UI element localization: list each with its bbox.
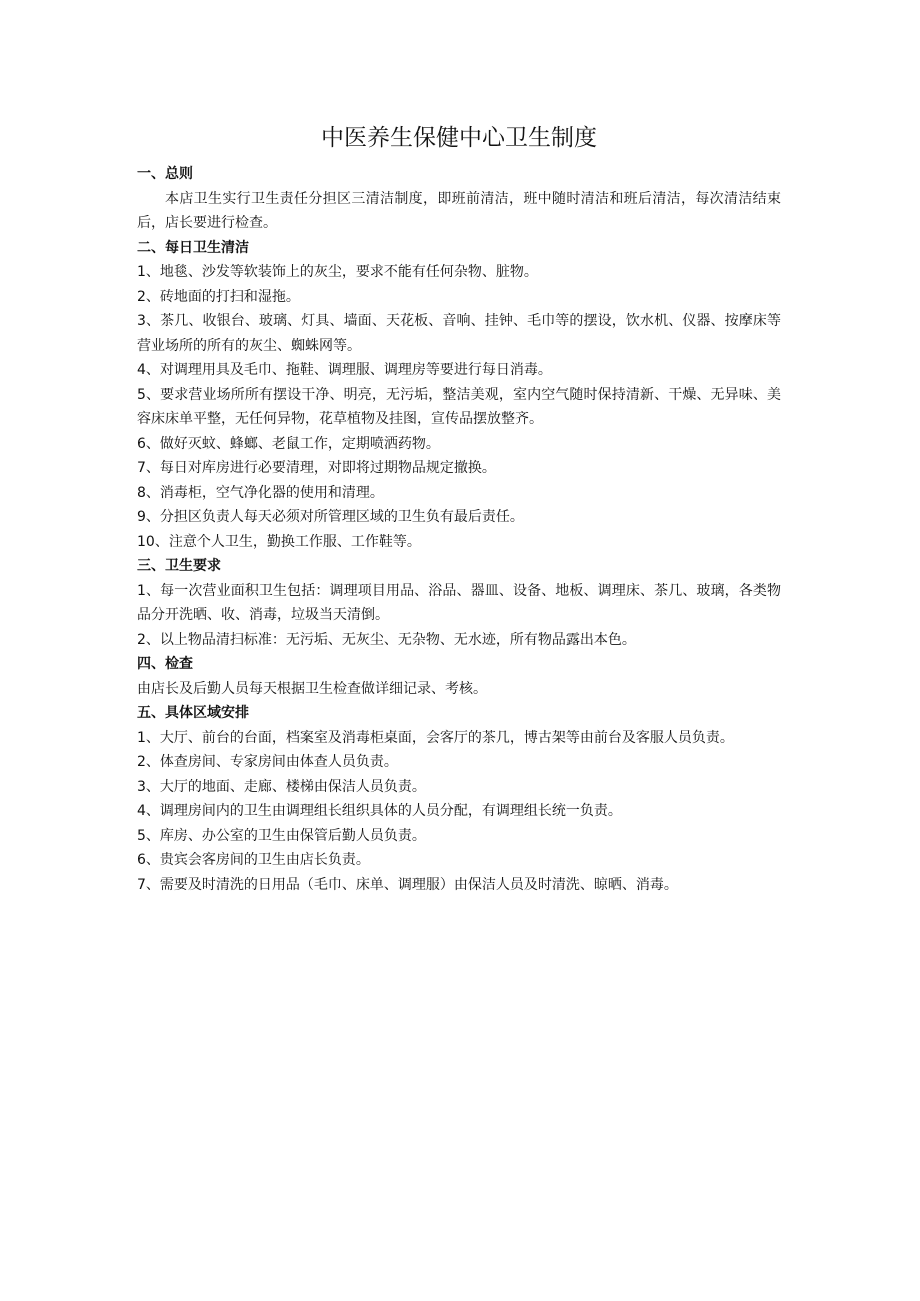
item-text: 、每日对库房进行必要清理，对即将过期物品规定撤换。 [145, 460, 496, 476]
item-text: 、大厅、前台的台面，档案室及消毒柜桌面，会客厅的茶几，博古架等由前台及客服人员负责。 [145, 729, 734, 746]
document-page [137, 118, 781, 897]
list-item [137, 383, 781, 432]
item-number: 1 [137, 264, 146, 280]
item-text: 、消毒柜，空气净化器的使用和清理。 [145, 484, 384, 501]
list-item [137, 848, 781, 873]
section-hygiene-requirements [137, 554, 781, 652]
section-heading: 五、具体区域安排 [137, 705, 249, 721]
item-text: 、做好灭蚊、蜂螂、老鼠工作，定期喷洒药物。 [145, 435, 440, 452]
section-heading: 三、卫生要求 [137, 558, 221, 574]
list-item [137, 873, 781, 898]
item-text: 、茶几、收银台、玻璃、灯具、墙面、天花板、音响、挂钟、毛巾等的摆设，饮水机、仪器、按摩床等营业场所的所有的灰尘、蜘蛛网等。 [137, 313, 781, 354]
list-item [137, 481, 781, 506]
item-number: 3 [137, 313, 146, 329]
item-number: 6 [137, 852, 146, 868]
item-number: 6 [137, 435, 146, 452]
list-item [137, 505, 781, 530]
section-heading: 四、检查 [137, 656, 193, 672]
item-number: 5 [137, 386, 146, 403]
list-item [137, 824, 781, 849]
item-number: 8 [137, 484, 146, 501]
section-heading: 一、总则 [137, 166, 193, 182]
item-number: 1 [137, 729, 146, 746]
list-item [137, 750, 781, 775]
item-number: 3 [137, 778, 146, 795]
section-general [137, 162, 781, 236]
item-number: 2 [137, 754, 146, 770]
item-text: 、地毯、沙发等软装饰上的灰尘，要求不能有任何杂物、脏物。 [145, 264, 538, 280]
list-item [137, 726, 781, 751]
list-item [137, 775, 781, 800]
list-item [137, 579, 781, 628]
item-text: 、库房、办公室的卫生由保管后勤人员负责。 [145, 827, 426, 844]
list-item [137, 799, 781, 824]
list-item [137, 260, 781, 285]
section-area-arrangement [137, 701, 781, 897]
item-number: 4 [137, 803, 146, 819]
item-number: 1 [137, 582, 146, 599]
item-number: 9 [137, 509, 146, 525]
list-item [137, 358, 781, 383]
list-item [137, 309, 781, 358]
item-text: 、注意个人卫生，勤换工作服、工作鞋等。 [154, 533, 421, 550]
item-number: 10 [137, 533, 155, 550]
list-item [137, 432, 781, 457]
item-number: 7 [137, 460, 146, 476]
item-number: 2 [137, 631, 146, 648]
document-title: 中医养生保健中心卫生制度 [321, 125, 597, 151]
item-text: 、贵宾会客房间的卫生由店长负责。 [145, 852, 370, 868]
item-text: 、每一次营业面积卫生包括：调理项目用品、浴品、器皿、设备、地板、调理床、茶几、玻璃，各类物品分开洗晒、收、消毒，垃圾当天清倒。 [137, 582, 781, 623]
item-text: 、分担区负责人每天必须对所管理区域的卫生负有最后责任。 [145, 509, 524, 525]
list-item [137, 530, 781, 555]
section-text: 由店长及后勤人员每天根据卫生检查做详细记录、考核。 [137, 680, 487, 697]
item-number: 2 [137, 288, 146, 305]
item-number: 7 [137, 876, 146, 893]
item-text: 、体查房间、专家房间由体查人员负责。 [145, 754, 398, 770]
section-daily-cleaning [137, 236, 781, 555]
section-heading: 二、每日卫生清洁 [137, 239, 249, 256]
item-text: 、砖地面的打扫和湿拖。 [145, 288, 300, 305]
section-inspection [137, 652, 781, 701]
item-number: 5 [137, 827, 146, 844]
item-text: 、以上物品清扫标准：无污垢、无灰尘、无杂物、无水迹，所有物品露出本色。 [145, 631, 636, 648]
item-text: 、大厅的地面、走廊、楼梯由保洁人员负责。 [145, 778, 426, 795]
item-text: 、对调理用具及毛巾、拖鞋、调理服、调理房等要进行每日消毒。 [145, 362, 552, 378]
list-item [137, 628, 781, 653]
item-text: 、调理房间内的卫生由调理组长组织具体的人员分配，有调理组长统一负责。 [145, 803, 622, 819]
item-text: 、需要及时清洗的日用品（毛巾、床单、调理服）由保洁人员及时清洗、晾晒、消毒。 [145, 876, 678, 893]
item-number: 4 [137, 362, 146, 378]
section-paragraph: 本店卫生实行卫生责任分担区三清洁制度，即班前清洁，班中随时清洁和班后清洁，每次清洁结束后，店长要进行检查。 [137, 190, 781, 231]
list-item [137, 456, 781, 481]
list-item [137, 285, 781, 310]
item-text: 、要求营业场所所有摆设干净、明亮，无污垢，整洁美观，室内空气随时保持清新、干燥、无异味、美容床床单平整，无任何异物，花草植物及挂图，宣传品摆放整齐。 [137, 386, 781, 427]
